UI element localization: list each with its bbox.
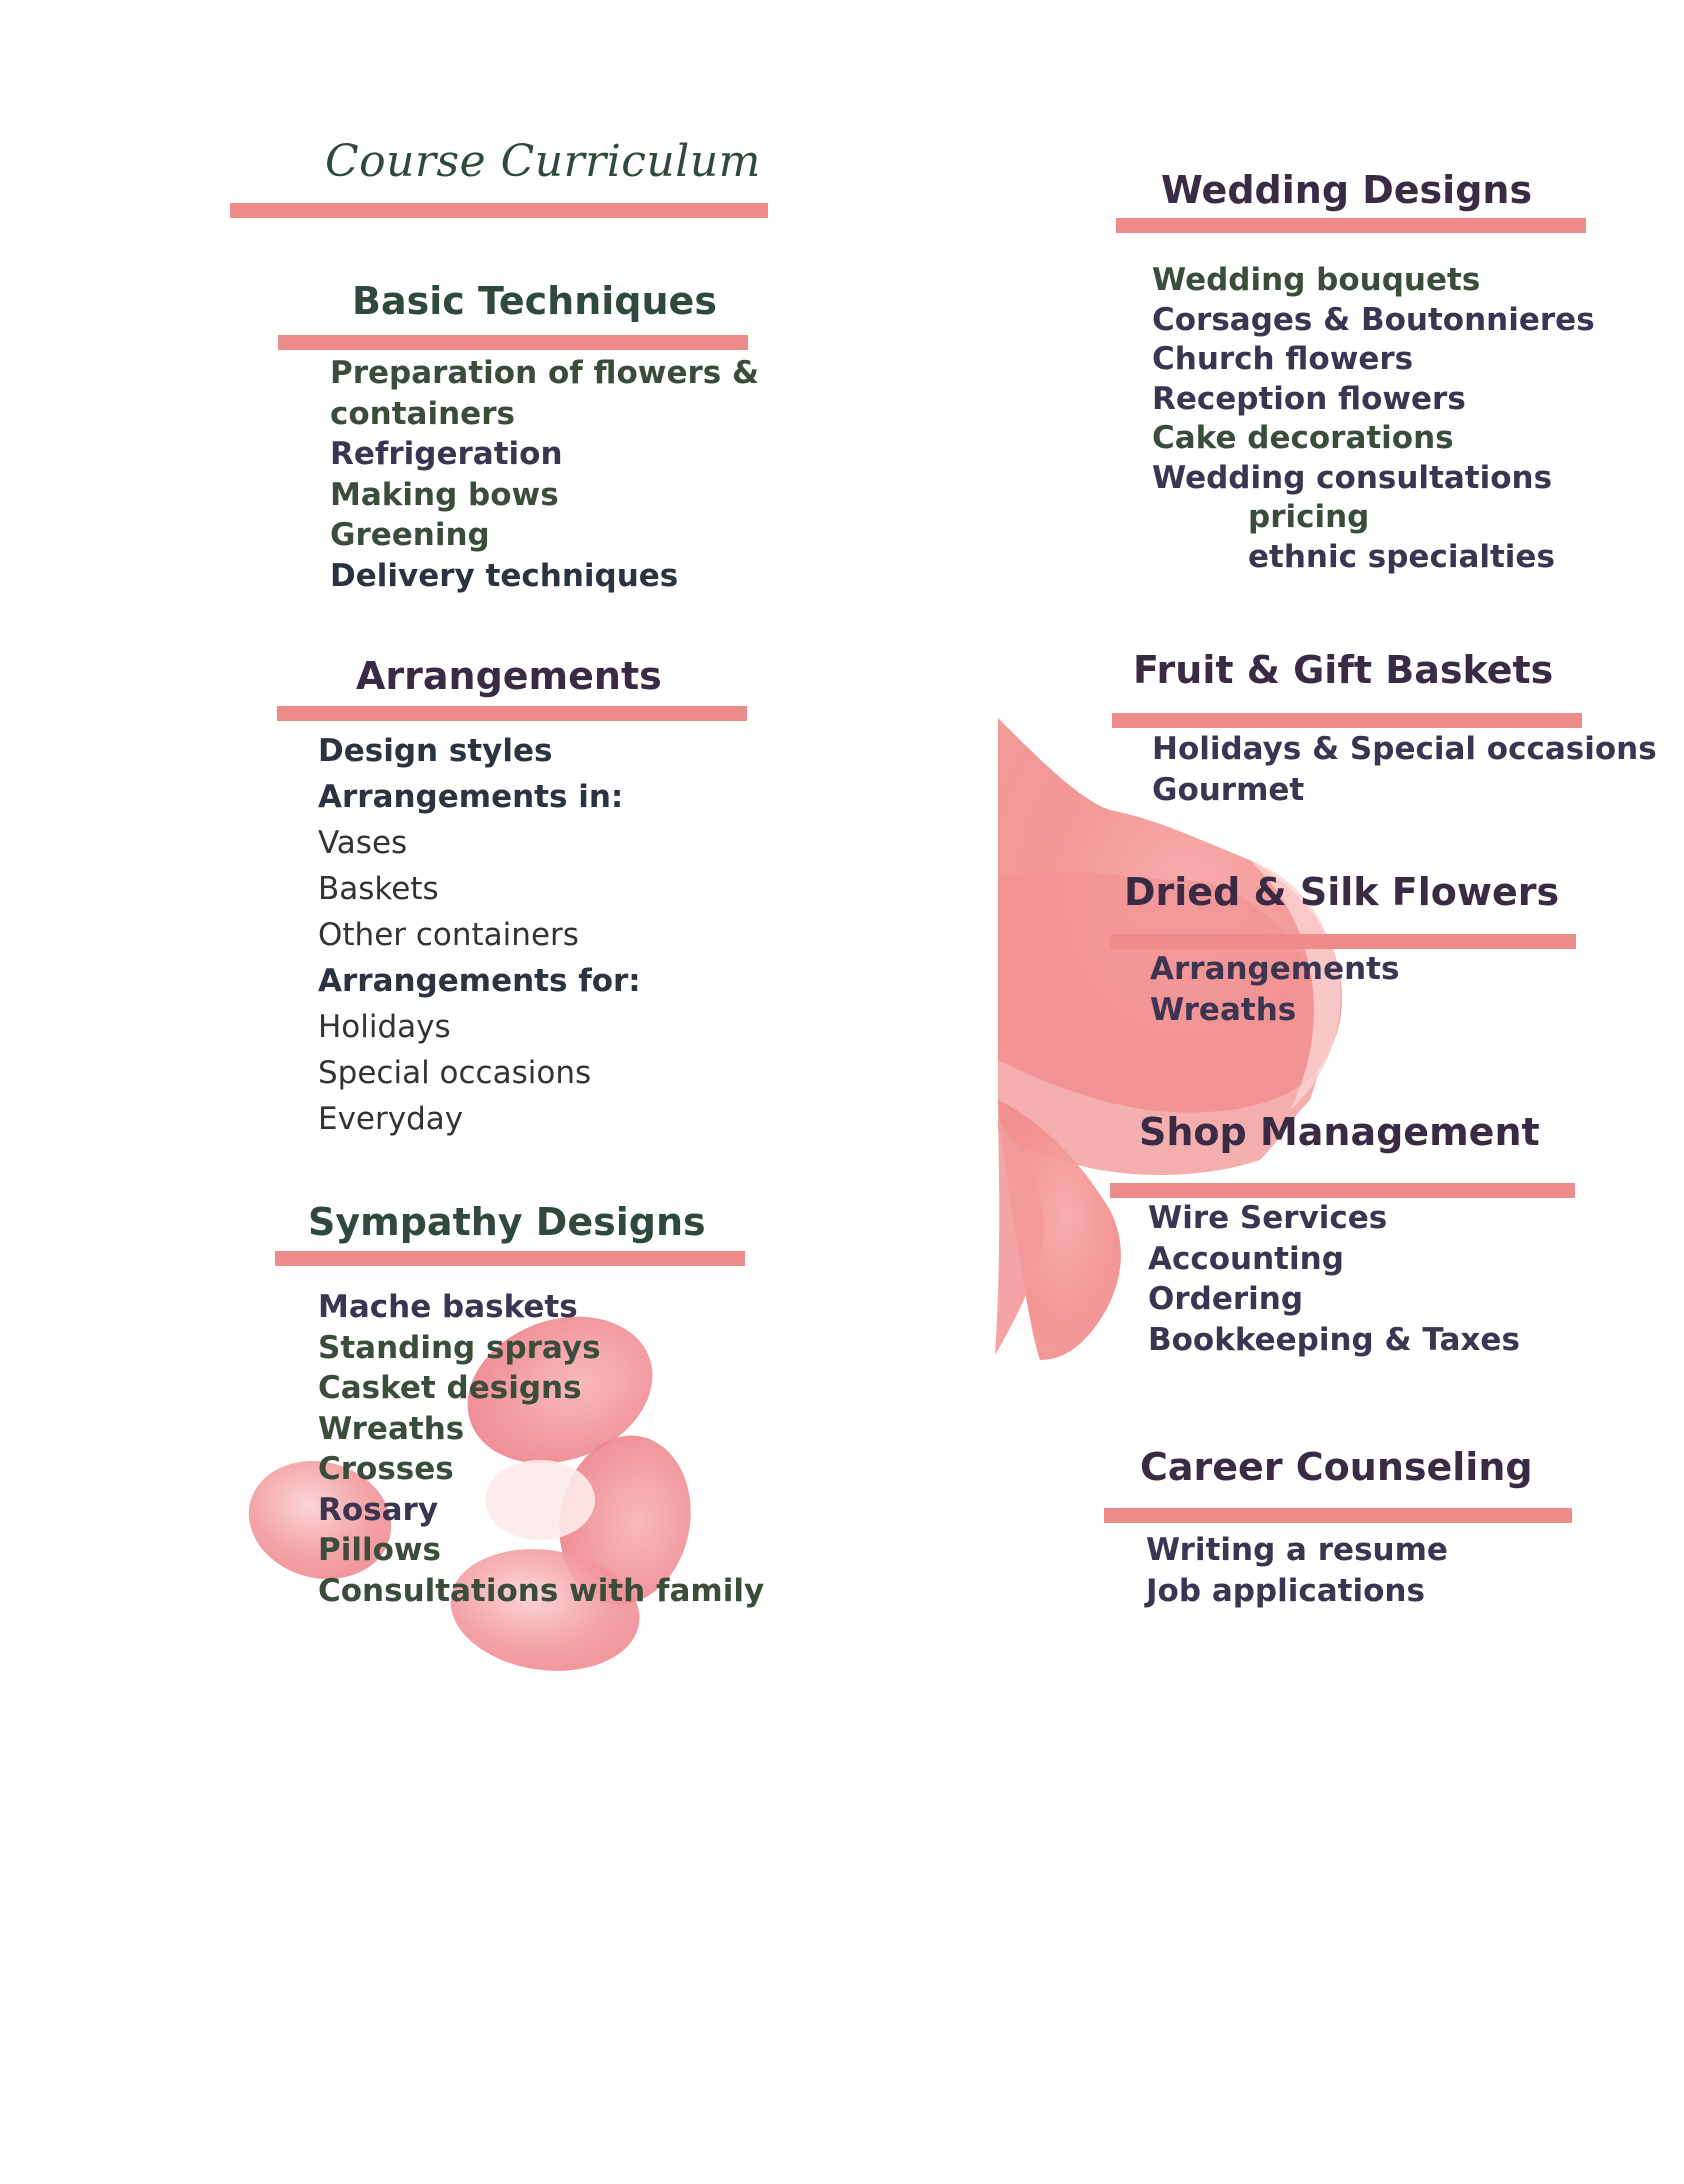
list-item: Corsages & Boutonnieres	[1152, 301, 1595, 338]
list-item: ethnic specialties	[1248, 538, 1555, 575]
list-item: Holidays & Special occasions	[1152, 731, 1657, 767]
list-item: Job applications	[1146, 1572, 1425, 1609]
shop-management-heading: Shop Management	[1139, 1110, 1540, 1154]
shop-management-list	[1148, 1198, 1520, 1360]
list-item: Bookkeeping & Taxes	[1148, 1321, 1520, 1358]
shop-management-rule	[1110, 1183, 1575, 1198]
list-item: Accounting	[1148, 1240, 1344, 1277]
list-item: Arrangements in:	[318, 779, 624, 815]
list-item: Church flowers	[1152, 341, 1414, 377]
list-item: Greening	[330, 517, 490, 553]
career-counseling-rule	[1104, 1508, 1572, 1523]
basic-techniques-list	[330, 353, 759, 596]
dried-silk-flowers-list	[1150, 949, 1399, 1030]
career-counseling-heading: Career Counseling	[1140, 1445, 1533, 1489]
arrangements-rule	[277, 706, 747, 721]
career-counseling-list	[1146, 1530, 1448, 1611]
list-item: Vases	[318, 825, 408, 861]
list-item: Wedding bouquets	[1152, 262, 1481, 298]
list-item: Wreaths	[1150, 991, 1297, 1028]
arrangements-heading: Arrangements	[356, 654, 662, 698]
fruit-gift-baskets-list	[1152, 729, 1684, 810]
list-item: Wire Services	[1148, 1200, 1388, 1236]
list-item: Pillows	[318, 1532, 441, 1568]
fruit-gift-baskets-heading: Fruit & Gift Baskets	[1133, 648, 1554, 692]
list-item: Ordering	[1148, 1281, 1304, 1317]
list-item: Special occasions	[318, 1055, 592, 1091]
list-item: Gourmet	[1152, 771, 1305, 808]
fruit-gift-baskets-rule	[1112, 713, 1582, 728]
list-item: pricing	[1248, 499, 1370, 535]
sympathy-designs-list	[318, 1287, 764, 1611]
list-item: Reception flowers	[1152, 380, 1466, 417]
list-item: Refrigeration	[330, 436, 563, 472]
sympathy-designs-heading: Sympathy Designs	[308, 1200, 706, 1244]
list-item: Wreaths	[318, 1410, 465, 1447]
dried-silk-flowers-heading: Dried & Silk Flowers	[1124, 870, 1560, 914]
list-item: Delivery techniques	[330, 557, 679, 594]
sympathy-designs-rule	[275, 1251, 745, 1266]
list-item: Crosses	[318, 1451, 454, 1487]
list-item: Wedding consultations	[1152, 459, 1553, 496]
list-item: Preparation of flowers &	[330, 355, 760, 391]
list-item: Arrangements for:	[318, 963, 641, 999]
basic-techniques-heading: Basic Techniques	[352, 279, 717, 323]
list-item: Rosary	[318, 1491, 439, 1528]
list-item: Baskets	[318, 871, 439, 907]
list-item: Cake decorations	[1152, 420, 1454, 456]
list-item: Standing sprays	[318, 1329, 601, 1366]
list-item: Writing a resume	[1146, 1532, 1448, 1568]
basic-techniques-rule	[278, 335, 748, 350]
wedding-designs-rule	[1116, 218, 1586, 233]
list-item: Making bows	[330, 476, 559, 513]
list-item: Design styles	[318, 733, 553, 769]
dried-silk-flowers-rule	[1110, 934, 1576, 949]
title-rule	[230, 203, 768, 218]
wedding-designs-heading: Wedding Designs	[1161, 168, 1533, 212]
list-item: Other containers	[318, 917, 579, 953]
arrangements-list	[318, 728, 641, 1142]
list-item: containers	[330, 395, 515, 432]
list-item: Mache baskets	[318, 1289, 578, 1325]
list-item: Casket designs	[318, 1370, 582, 1406]
list-item: Everyday	[318, 1101, 464, 1137]
page-title: Course Curriculum	[325, 136, 761, 187]
list-item: Consultations with family	[318, 1572, 765, 1609]
list-item: Holidays	[318, 1009, 451, 1045]
list-item: Arrangements	[1150, 951, 1400, 987]
wedding-designs-list	[1152, 261, 1595, 577]
